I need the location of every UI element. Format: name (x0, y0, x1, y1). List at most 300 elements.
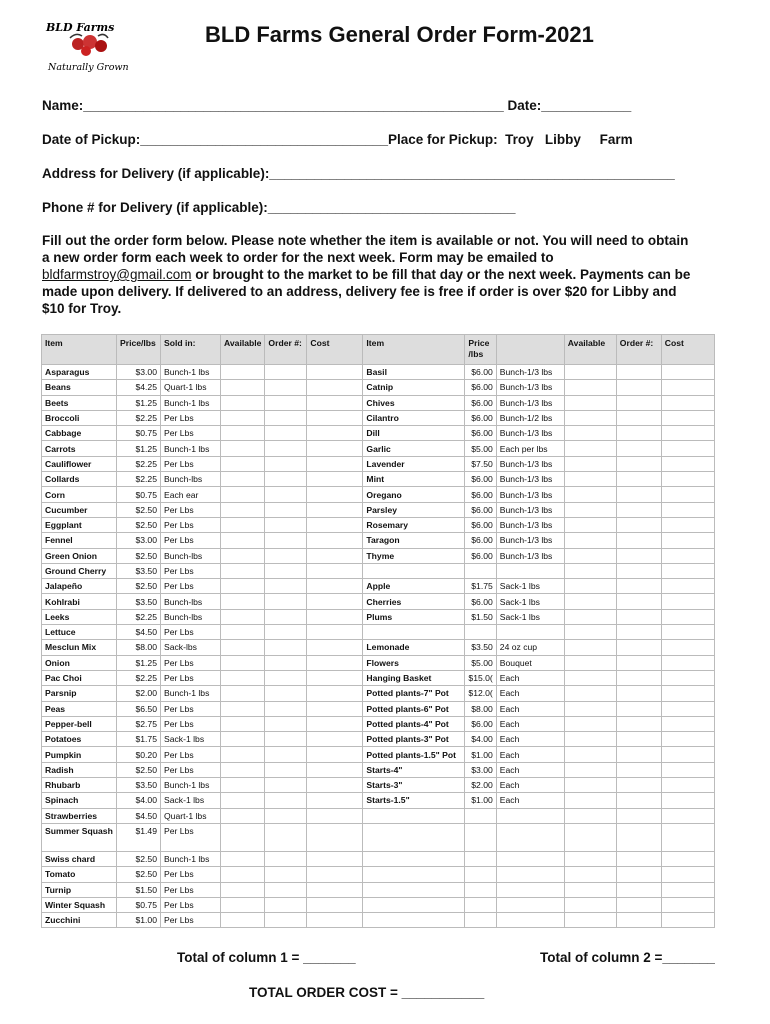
left-order-qty-input[interactable] (265, 395, 307, 410)
right-order-qty-input[interactable] (616, 716, 661, 731)
left-available-input[interactable] (221, 823, 265, 851)
left-price-cell: $2.25 (117, 472, 161, 487)
left-cost-input[interactable] (307, 594, 363, 609)
left-cost-input[interactable] (307, 563, 363, 578)
header-left-price: Price/lbs (117, 335, 161, 365)
right-cost-input[interactable] (661, 579, 714, 594)
right-order-qty-input[interactable] (616, 762, 661, 777)
right-cost-input[interactable] (661, 365, 714, 380)
right-order-qty-input[interactable] (616, 701, 661, 716)
left-available-input[interactable] (221, 380, 265, 395)
right-cost-input[interactable] (661, 882, 714, 897)
left-available-input[interactable] (221, 563, 265, 578)
left-available-input[interactable] (221, 410, 265, 425)
right-cost-input[interactable] (661, 716, 714, 731)
left-available-input[interactable] (221, 609, 265, 624)
right-item-cell: Lavender (363, 456, 465, 471)
left-available-input[interactable] (221, 594, 265, 609)
left-available-input[interactable] (221, 851, 265, 866)
left-cost-input[interactable] (307, 686, 363, 701)
left-order-qty-input[interactable] (265, 762, 307, 777)
right-cost-input[interactable] (661, 701, 714, 716)
right-price-cell: $1.75 (465, 579, 496, 594)
right-order-qty-input[interactable] (616, 548, 661, 563)
left-order-qty-input[interactable] (265, 426, 307, 441)
left-cost-input[interactable] (307, 778, 363, 793)
left-order-qty-input[interactable] (265, 793, 307, 808)
bld-farms-logo (40, 16, 140, 80)
left-available-input[interactable] (221, 913, 265, 928)
left-available-input[interactable] (221, 487, 265, 502)
right-available-input[interactable] (564, 793, 616, 808)
left-price-cell: $2.25 (117, 670, 161, 685)
right-available-input[interactable] (564, 670, 616, 685)
right-available-input[interactable] (564, 517, 616, 532)
right-available-input[interactable] (564, 426, 616, 441)
left-order-qty-input[interactable] (265, 823, 307, 851)
left-available-input[interactable] (221, 456, 265, 471)
left-order-qty-input[interactable] (265, 747, 307, 762)
left-available-input[interactable] (221, 778, 265, 793)
right-cost-input[interactable] (661, 897, 714, 912)
right-cost-input[interactable] (661, 426, 714, 441)
left-available-input[interactable] (221, 441, 265, 456)
right-price-cell (465, 808, 496, 823)
right-available-input[interactable] (564, 579, 616, 594)
left-order-qty-input[interactable] (265, 867, 307, 882)
left-order-qty-input[interactable] (265, 732, 307, 747)
left-item-cell: Fennel (42, 533, 117, 548)
left-cost-input[interactable] (307, 867, 363, 882)
left-cost-input[interactable] (307, 410, 363, 425)
right-price-cell: $2.00 (465, 778, 496, 793)
left-cost-input[interactable] (307, 655, 363, 670)
right-available-input[interactable] (564, 640, 616, 655)
right-order-qty-input[interactable] (616, 441, 661, 456)
left-order-qty-input[interactable] (265, 502, 307, 517)
left-order-qty-input[interactable] (265, 410, 307, 425)
right-cost-input[interactable] (661, 609, 714, 624)
right-available-input[interactable] (564, 897, 616, 912)
right-order-qty-input[interactable] (616, 365, 661, 380)
table-row (42, 609, 715, 624)
right-sold-in-cell: Bouquet (496, 655, 564, 670)
right-cost-input[interactable] (661, 867, 714, 882)
table-row (42, 882, 715, 897)
left-available-input[interactable] (221, 625, 265, 640)
right-available-input[interactable] (564, 410, 616, 425)
left-cost-input[interactable] (307, 897, 363, 912)
right-available-input[interactable] (564, 808, 616, 823)
left-order-qty-input[interactable] (265, 365, 307, 380)
left-sold-in-cell: Per Lbs (161, 502, 221, 517)
left-cost-input[interactable] (307, 747, 363, 762)
left-cost-input[interactable] (307, 426, 363, 441)
left-available-input[interactable] (221, 762, 265, 777)
left-cost-input[interactable] (307, 670, 363, 685)
logo-graphic (40, 16, 140, 80)
svg-text:Naturally Grown: Naturally Grown (48, 62, 129, 73)
right-cost-input[interactable] (661, 517, 714, 532)
left-order-qty-input[interactable] (265, 548, 307, 563)
left-cost-input[interactable] (307, 487, 363, 502)
left-sold-in-cell: Bunch-lbs (161, 472, 221, 487)
right-available-input[interactable] (564, 456, 616, 471)
left-order-qty-input[interactable] (265, 778, 307, 793)
left-cost-input[interactable] (307, 365, 363, 380)
left-available-input[interactable] (221, 867, 265, 882)
table-header-row (42, 335, 715, 365)
right-cost-input[interactable] (661, 502, 714, 517)
left-item-cell: Corn (42, 487, 117, 502)
right-cost-input[interactable] (661, 670, 714, 685)
left-cost-input[interactable] (307, 517, 363, 532)
right-order-qty-input[interactable] (616, 533, 661, 548)
right-order-qty-input[interactable] (616, 732, 661, 747)
header-left-order-qty: Order #: (265, 335, 307, 365)
left-item-cell: Summer Squash (42, 823, 117, 851)
left-item-cell: Leeks (42, 609, 117, 624)
left-order-qty-input[interactable] (265, 563, 307, 578)
left-cost-input[interactable] (307, 533, 363, 548)
left-cost-input[interactable] (307, 640, 363, 655)
left-cost-input[interactable] (307, 716, 363, 731)
left-cost-input[interactable] (307, 625, 363, 640)
left-available-input[interactable] (221, 747, 265, 762)
form-title: BLD Farms General Order Form-2021 (205, 22, 594, 47)
right-available-input[interactable] (564, 548, 616, 563)
left-price-cell: $1.25 (117, 655, 161, 670)
right-order-qty-input[interactable] (616, 851, 661, 866)
left-item-cell: Mesclun Mix (42, 640, 117, 655)
left-sold-in-cell: Per Lbs (161, 897, 221, 912)
right-sold-in-cell (496, 808, 564, 823)
right-available-input[interactable] (564, 502, 616, 517)
email-link[interactable]: bldfarmstroy@gmail.com (42, 267, 192, 282)
right-cost-input[interactable] (661, 808, 714, 823)
right-item-cell (363, 625, 465, 640)
right-price-cell: $6.00 (465, 380, 496, 395)
right-cost-input[interactable] (661, 747, 714, 762)
left-available-input[interactable] (221, 716, 265, 731)
left-item-cell: Pumpkin (42, 747, 117, 762)
right-cost-input[interactable] (661, 533, 714, 548)
left-item-cell: Pac Choi (42, 670, 117, 685)
left-price-cell: $0.20 (117, 747, 161, 762)
right-cost-input[interactable] (661, 686, 714, 701)
right-cost-input[interactable] (661, 732, 714, 747)
left-order-qty-input[interactable] (265, 517, 307, 532)
right-cost-input[interactable] (661, 410, 714, 425)
left-price-cell: $2.50 (117, 502, 161, 517)
right-order-qty-input[interactable] (616, 686, 661, 701)
right-available-input[interactable] (564, 716, 616, 731)
right-cost-input[interactable] (661, 913, 714, 928)
right-cost-input[interactable] (661, 594, 714, 609)
left-item-cell: Beans (42, 380, 117, 395)
left-available-input[interactable] (221, 517, 265, 532)
left-available-input[interactable] (221, 686, 265, 701)
left-sold-in-cell: Quart-1 lbs (161, 808, 221, 823)
right-cost-input[interactable] (661, 456, 714, 471)
right-order-qty-input[interactable] (616, 517, 661, 532)
left-price-cell: $1.50 (117, 882, 161, 897)
left-cost-input[interactable] (307, 882, 363, 897)
left-available-input[interactable] (221, 732, 265, 747)
left-cost-input[interactable] (307, 548, 363, 563)
left-available-input[interactable] (221, 426, 265, 441)
right-cost-input[interactable] (661, 762, 714, 777)
table-row (42, 823, 715, 851)
right-available-input[interactable] (564, 762, 616, 777)
right-order-qty-input[interactable] (616, 778, 661, 793)
left-order-qty-input[interactable] (265, 686, 307, 701)
left-order-qty-input[interactable] (265, 579, 307, 594)
delivery-phone-field[interactable]: Phone # for Delivery (if applicable):_________________________________ (42, 200, 516, 215)
right-item-cell: Potted plants-7" Pot (363, 686, 465, 701)
right-order-qty-input[interactable] (616, 882, 661, 897)
right-available-input[interactable] (564, 472, 616, 487)
right-price-cell: $6.00 (465, 548, 496, 563)
right-price-cell: $1.00 (465, 793, 496, 808)
right-available-input[interactable] (564, 851, 616, 866)
table-row (42, 502, 715, 517)
left-sold-in-cell: Bunch-1 lbs (161, 395, 221, 410)
left-order-qty-input[interactable] (265, 594, 307, 609)
column-1-total[interactable]: Total of column 1 = _______ (177, 950, 356, 965)
right-cost-input[interactable] (661, 472, 714, 487)
right-order-qty-input[interactable] (616, 410, 661, 425)
left-available-input[interactable] (221, 882, 265, 897)
table-row (42, 594, 715, 609)
left-order-qty-input[interactable] (265, 609, 307, 624)
left-cost-input[interactable] (307, 456, 363, 471)
left-cost-input[interactable] (307, 395, 363, 410)
left-available-input[interactable] (221, 701, 265, 716)
right-order-qty-input[interactable] (616, 395, 661, 410)
right-available-input[interactable] (564, 778, 616, 793)
header-right-sold-in (496, 335, 564, 365)
table-row (42, 456, 715, 471)
right-available-input[interactable] (564, 609, 616, 624)
right-available-input[interactable] (564, 655, 616, 670)
right-cost-input[interactable] (661, 380, 714, 395)
left-available-input[interactable] (221, 655, 265, 670)
left-price-cell: $0.75 (117, 897, 161, 912)
left-order-qty-input[interactable] (265, 882, 307, 897)
left-cost-input[interactable] (307, 380, 363, 395)
right-order-qty-input[interactable] (616, 380, 661, 395)
right-cost-input[interactable] (661, 778, 714, 793)
left-available-input[interactable] (221, 472, 265, 487)
left-cost-input[interactable] (307, 808, 363, 823)
right-item-cell: Parsley (363, 502, 465, 517)
pickup-field[interactable]: Date of Pickup:_________________________________Place for Pickup: Troy Libby Farm (42, 132, 633, 147)
left-sold-in-cell: Sack-1 lbs (161, 793, 221, 808)
right-item-cell (363, 823, 465, 851)
right-available-input[interactable] (564, 594, 616, 609)
left-cost-input[interactable] (307, 441, 363, 456)
left-available-input[interactable] (221, 670, 265, 685)
right-available-input[interactable] (564, 882, 616, 897)
left-order-qty-input[interactable] (265, 655, 307, 670)
right-available-input[interactable] (564, 380, 616, 395)
left-item-cell: Peas (42, 701, 117, 716)
right-cost-input[interactable] (661, 851, 714, 866)
right-order-qty-input[interactable] (616, 609, 661, 624)
left-order-qty-input[interactable] (265, 808, 307, 823)
left-order-qty-input[interactable] (265, 851, 307, 866)
right-available-input[interactable] (564, 823, 616, 851)
left-price-cell: $2.50 (117, 867, 161, 882)
right-available-input[interactable] (564, 913, 616, 928)
right-cost-input[interactable] (661, 655, 714, 670)
order-table (41, 334, 715, 928)
right-order-qty-input[interactable] (616, 502, 661, 517)
header-right-order-qty: Order #: (616, 335, 661, 365)
table-row (42, 686, 715, 701)
left-available-input[interactable] (221, 395, 265, 410)
left-available-input[interactable] (221, 640, 265, 655)
left-order-qty-input[interactable] (265, 380, 307, 395)
right-order-qty-input[interactable] (616, 426, 661, 441)
table-row (42, 441, 715, 456)
right-available-input[interactable] (564, 441, 616, 456)
left-available-input[interactable] (221, 502, 265, 517)
right-order-qty-input[interactable] (616, 747, 661, 762)
left-cost-input[interactable] (307, 609, 363, 624)
right-order-qty-input[interactable] (616, 823, 661, 851)
left-price-cell: $3.50 (117, 778, 161, 793)
right-cost-input[interactable] (661, 823, 714, 851)
right-cost-input[interactable] (661, 395, 714, 410)
right-order-qty-input[interactable] (616, 913, 661, 928)
right-sold-in-cell: Each (496, 701, 564, 716)
right-order-qty-input[interactable] (616, 897, 661, 912)
right-available-input[interactable] (564, 395, 616, 410)
right-sold-in-cell: Each (496, 716, 564, 731)
left-available-input[interactable] (221, 548, 265, 563)
right-order-qty-input[interactable] (616, 793, 661, 808)
right-item-cell: Basil (363, 365, 465, 380)
left-cost-input[interactable] (307, 701, 363, 716)
left-cost-input[interactable] (307, 793, 363, 808)
left-order-qty-input[interactable] (265, 701, 307, 716)
right-order-qty-input[interactable] (616, 563, 661, 578)
left-cost-input[interactable] (307, 851, 363, 866)
right-cost-input[interactable] (661, 548, 714, 563)
right-cost-input[interactable] (661, 487, 714, 502)
left-cost-input[interactable] (307, 472, 363, 487)
table-row (42, 426, 715, 441)
right-available-input[interactable] (564, 533, 616, 548)
right-order-qty-input[interactable] (616, 867, 661, 882)
right-order-qty-input[interactable] (616, 594, 661, 609)
left-order-qty-input[interactable] (265, 487, 307, 502)
left-available-input[interactable] (221, 365, 265, 380)
table-row (42, 579, 715, 594)
left-cost-input[interactable] (307, 732, 363, 747)
name-date-field[interactable]: Name:________________________________________________________ Date:____________ (42, 98, 632, 113)
right-order-qty-input[interactable] (616, 670, 661, 685)
table-row (42, 380, 715, 395)
left-available-input[interactable] (221, 793, 265, 808)
right-item-cell: Dill (363, 426, 465, 441)
total-order-cost[interactable]: TOTAL ORDER COST = ___________ (249, 985, 485, 1000)
left-order-qty-input[interactable] (265, 625, 307, 640)
left-cost-input[interactable] (307, 913, 363, 928)
right-available-input[interactable] (564, 701, 616, 716)
right-available-input[interactable] (564, 732, 616, 747)
left-available-input[interactable] (221, 808, 265, 823)
right-sold-in-cell: Each (496, 778, 564, 793)
table-row (42, 867, 715, 882)
right-cost-input[interactable] (661, 793, 714, 808)
right-item-cell: Taragon (363, 533, 465, 548)
left-cost-input[interactable] (307, 579, 363, 594)
left-order-qty-input[interactable] (265, 716, 307, 731)
right-cost-input[interactable] (661, 625, 714, 640)
right-item-cell: Oregano (363, 487, 465, 502)
right-cost-input[interactable] (661, 441, 714, 456)
right-order-qty-input[interactable] (616, 625, 661, 640)
right-available-input[interactable] (564, 563, 616, 578)
left-item-cell: Rhubarb (42, 778, 117, 793)
right-available-input[interactable] (564, 625, 616, 640)
column-2-total[interactable]: Total of column 2 =_______ (540, 950, 715, 965)
left-item-cell: Zucchini (42, 913, 117, 928)
left-order-qty-input[interactable] (265, 913, 307, 928)
left-order-qty-input[interactable] (265, 640, 307, 655)
left-order-qty-input[interactable] (265, 670, 307, 685)
right-order-qty-input[interactable] (616, 472, 661, 487)
left-price-cell: $2.50 (117, 851, 161, 866)
right-item-cell: Flowers (363, 655, 465, 670)
right-available-input[interactable] (564, 747, 616, 762)
right-cost-input[interactable] (661, 640, 714, 655)
left-order-qty-input[interactable] (265, 897, 307, 912)
left-price-cell: $2.25 (117, 410, 161, 425)
table-row (42, 670, 715, 685)
right-order-qty-input[interactable] (616, 808, 661, 823)
delivery-address-field[interactable]: Address for Delivery (if applicable):______________________________________________________ (42, 166, 675, 181)
left-available-input[interactable] (221, 533, 265, 548)
right-order-qty-input[interactable] (616, 655, 661, 670)
left-available-input[interactable] (221, 897, 265, 912)
right-cost-input[interactable] (661, 563, 714, 578)
right-sold-in-cell: 24 oz cup (496, 640, 564, 655)
left-price-cell: $2.25 (117, 456, 161, 471)
left-cost-input[interactable] (307, 502, 363, 517)
left-cost-input[interactable] (307, 762, 363, 777)
left-cost-input[interactable] (307, 823, 363, 851)
right-price-cell: $3.00 (465, 762, 496, 777)
right-order-qty-input[interactable] (616, 487, 661, 502)
right-available-input[interactable] (564, 867, 616, 882)
right-available-input[interactable] (564, 686, 616, 701)
right-price-cell: $6.00 (465, 716, 496, 731)
left-order-qty-input[interactable] (265, 441, 307, 456)
right-order-qty-input[interactable] (616, 579, 661, 594)
left-order-qty-input[interactable] (265, 533, 307, 548)
right-available-input[interactable] (564, 487, 616, 502)
right-available-input[interactable] (564, 365, 616, 380)
left-available-input[interactable] (221, 579, 265, 594)
right-order-qty-input[interactable] (616, 640, 661, 655)
left-order-qty-input[interactable] (265, 472, 307, 487)
left-order-qty-input[interactable] (265, 456, 307, 471)
right-order-qty-input[interactable] (616, 456, 661, 471)
